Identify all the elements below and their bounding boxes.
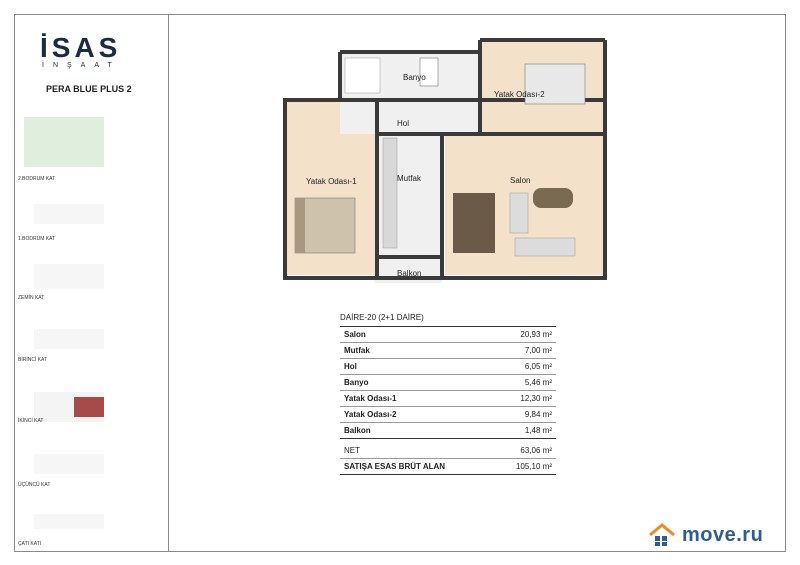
area-table <box>340 326 556 475</box>
room-label-yatak1: Yatak Odası-1 <box>306 177 357 186</box>
project-name: PERA BLUE PLUS 2 <box>46 84 132 94</box>
table-row <box>340 423 556 439</box>
floor-thumbnail-2-bodrum[interactable] <box>24 117 104 167</box>
room-name: Balkon <box>344 426 371 435</box>
room-name: Banyo <box>344 378 369 387</box>
room-label-mutfak: Mutfak <box>397 174 422 183</box>
room-name: Mutfak <box>344 346 370 355</box>
floor-thumbnail-ucuncu[interactable] <box>34 454 104 474</box>
room-area: 12,30 m² <box>520 394 552 403</box>
table-row <box>340 343 556 359</box>
room-label-yatak2: Yatak Odası-2 <box>494 90 545 99</box>
floor-label[interactable]: ÇATI KATI <box>18 541 42 547</box>
room-label-balkon: Balkon <box>397 269 422 278</box>
watermark-text: move.ru <box>682 523 764 546</box>
floor-plan <box>280 38 620 286</box>
floor-thumbnail-cati[interactable] <box>34 514 104 529</box>
room-area: 1,48 m² <box>524 426 552 435</box>
net-row <box>340 439 556 459</box>
gross-label: SATIŞA ESAS BRÜT ALAN <box>344 462 446 471</box>
room-name: Hol <box>344 362 357 371</box>
room-label-banyo: Banyo <box>403 73 426 82</box>
room-name: Salon <box>344 330 366 339</box>
room-area: 7,00 m² <box>524 346 552 355</box>
gross-row <box>340 459 556 475</box>
floor-label[interactable]: ZEMİN KAT <box>18 295 45 301</box>
table-row <box>340 327 556 343</box>
floor-label[interactable]: 2.BODRUM KAT <box>18 176 56 182</box>
net-value: 63,06 m² <box>520 446 552 455</box>
apartment-title: DAİRE-20 (2+1 DAİRE) <box>340 313 424 322</box>
room-label-salon: Salon <box>510 176 531 185</box>
floor-label[interactable]: İKİNCİ KAT <box>18 418 44 424</box>
logo-text: İSAS <box>40 32 122 63</box>
room-area: 9,84 m² <box>524 410 552 419</box>
logo-subtext: İNŞAAT <box>42 62 121 69</box>
floor-thumbnail-zemin[interactable] <box>34 264 104 289</box>
floor-label[interactable]: 1.BODRUM KAT <box>18 236 56 242</box>
table-row <box>340 375 556 391</box>
table-row <box>340 359 556 375</box>
table-row <box>340 391 556 407</box>
room-name: Yatak Odası-2 <box>344 410 397 419</box>
floor-label[interactable]: BİRİNCİ KAT <box>18 357 48 363</box>
table-row <box>340 407 556 423</box>
room-area: 6,05 m² <box>524 362 552 371</box>
company-logo <box>40 32 140 72</box>
room-area: 20,93 m² <box>520 330 552 339</box>
floor-thumbnail-1-bodrum[interactable] <box>34 204 104 224</box>
net-label: NET <box>344 446 360 455</box>
room-name: Yatak Odası-1 <box>344 394 397 403</box>
watermark <box>648 523 763 547</box>
house-logo-icon <box>648 523 676 547</box>
room-area: 5,46 m² <box>524 378 552 387</box>
room-label-hol: Hol <box>397 119 410 128</box>
sidebar <box>14 14 169 552</box>
floor-thumbnail-birinci[interactable] <box>34 329 104 349</box>
floor-label[interactable]: ÜÇÜNCÜ KAT <box>18 482 51 488</box>
gross-value: 105,10 m² <box>515 462 552 471</box>
floor-thumbnail-ikinci-selected[interactable] <box>74 397 104 417</box>
